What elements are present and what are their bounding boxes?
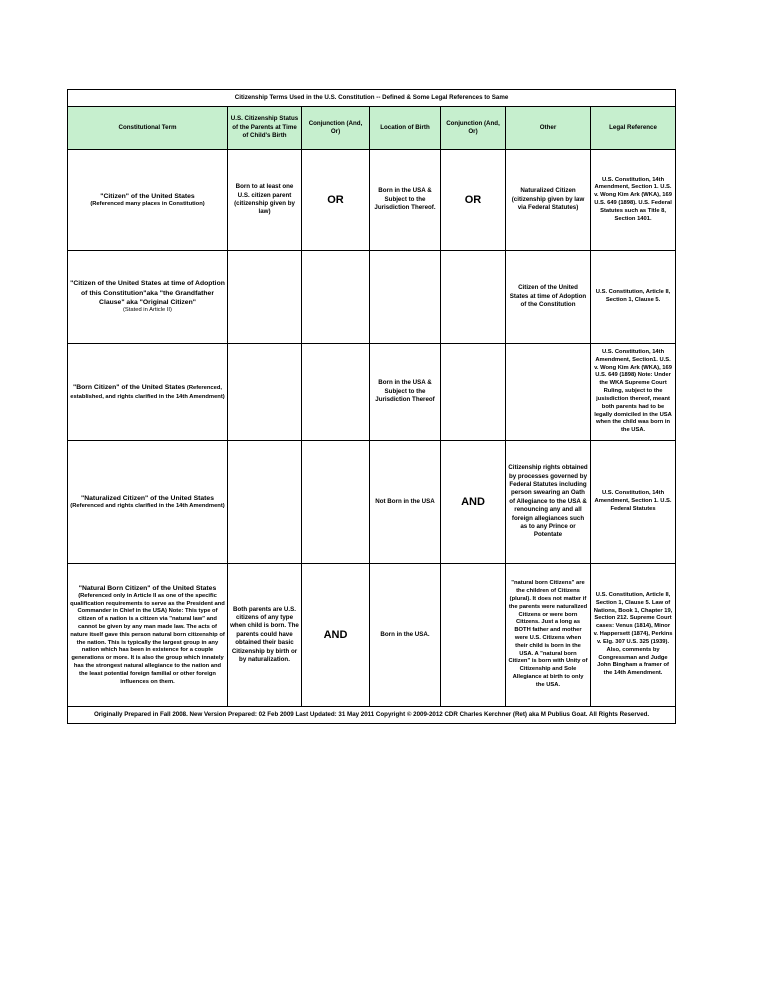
term-main: "Citizen" of the United States: [100, 192, 195, 200]
header-constitutional-term: Constitutional Term: [68, 107, 228, 150]
term-main: "Born Citizen" of the United States: [72, 383, 186, 391]
other-cell: Citizenship rights obtained by processes governed by Federal Statutes including person swearing an Oath of Allegiance to the USA & renouncing any and all foreign allegiances such as to any Prince or Potentate: [506, 441, 591, 564]
term-cell: [68, 564, 228, 707]
term-sub: (Referenced, established, and rights clarified in the 14th Amendment): [70, 384, 225, 400]
parents-cell: [228, 441, 302, 564]
parents-cell: Born to at least one U.S. citizen parent (citizenship given by law): [228, 150, 302, 251]
header-parents-status: U.S. Citizenship Status of the Parents at Time of Child's Birth: [228, 107, 302, 150]
location-cell: Born in the USA & Subject to the Jurisdiction Thereof.: [370, 150, 441, 251]
term-cell: [68, 344, 228, 441]
conjunction-cell: AND: [441, 441, 506, 564]
legal-cell: U.S. Constitution, Article II, Section 1, Clause 5. Law of Nations, Book 1, Chapter 19, Section 212. Supreme Court cases: Venus (1814), Minor v. Happersett (1874), Perkins v. Elg. 307 U.S. 325 (1939). Also, comments by Congressman and Judge John Bingham a framer of the 14th Amendment.: [591, 564, 676, 707]
term-main: "Naturalized Citizen" of the United States: [81, 494, 214, 502]
header-conjunction-1: Conjunction (And, Or): [302, 107, 370, 150]
table-title: Citizenship Terms Used in the U.S. Constitution -- Defined & Some Legal References to Same: [68, 90, 676, 107]
legal-cell: U.S. Constitution, 14th Amendment, Section 1. U.S. v. Wong Kim Ark (WKA), 169 U.S. 649 (1898). U.S. Federal Statutes such as Title 8, Section 1401.: [591, 150, 676, 251]
location-cell: Born in the USA & Subject to the Jurisdiction Thereof: [370, 344, 441, 441]
legal-cell: U.S. Constitution, 14th Amendment, Section1. U.S. v. Wong Kim Ark (WKA), 169 U.S. 649 (1898) Note: Under the WKA Supreme Court Ruling, subject to the jusisdiction thereof, meant both parents had to be legally domiciled in the USA when the child was born in the USA.: [591, 344, 676, 441]
term-sub: (Referenced many places in Constitution): [90, 200, 205, 207]
term-sub: (Referenced and rights clarified in the 14th Amendment): [70, 502, 225, 509]
parents-cell: [228, 344, 302, 441]
location-cell: Born in the USA.: [370, 564, 441, 707]
legal-cell: U.S. Constitution, Article II, Section 1, Clause 5.: [591, 251, 676, 344]
conjunction-cell: [302, 441, 370, 564]
conjunction-cell: [441, 344, 506, 441]
legal-cell: U.S. Constitution, 14th Amendment, Section 1. U.S. Federal Statutes: [591, 441, 676, 564]
parents-cell: Both parents are U.S. citizens of any type when child is born. The parents could have obtained their basic Citizenship by birth or by naturalization.: [228, 564, 302, 707]
other-cell: Citizen of the United States at time of Adoption of the Constitution: [506, 251, 591, 344]
term-sub: (Referenced only in Article II as one of the specific qualification requirements to serve as the President and Commander in Chief in the USA) Note: This type of citizen of a nation is a citizen via "natural law" and cannot be given by any man made law. The acts of nature itself gave this person natural born citizenship of the nation. This is typically the largest group in any nation which has been in existence for a couple generations or more. It is also the group which innately has the strongest natural allegiance to the nation and the least potential foreign familial or other foreign influences on them.: [70, 592, 225, 685]
header-location-of-birth: Location of Birth: [370, 107, 441, 150]
conjunction-cell: OR: [302, 150, 370, 251]
conjunction-cell: [302, 251, 370, 344]
table-row: [68, 150, 676, 251]
header-other: Other: [506, 107, 591, 150]
conjunction-cell: [302, 344, 370, 441]
copyright-footer: Originally Prepared in Fall 2008. New Version Prepared: 02 Feb 2009 Last Updated: 31 May 2011 Copyright © 2009-2012 CDR Charles Kerchner (Ret) aka M Publius Goat. All Rights Reserved.: [68, 707, 676, 724]
conjunction-cell: OR: [441, 150, 506, 251]
parents-cell: [228, 251, 302, 344]
conjunction-cell: AND: [302, 564, 370, 707]
table-row: [68, 441, 676, 564]
other-cell: [506, 344, 591, 441]
header-legal-reference: Legal Reference: [591, 107, 676, 150]
other-cell: "natural born Citizens" are the children of Citizens (plural). It does not matter if the parents were naturalized Citizens or were born Citizens. Just a long as BOTH father and mother were U.S. Citizens when their child is born in the USA. A "natural born Citizen" is born with Unity of Citizenship and Sole Allegiance at birth to only the USA.: [506, 564, 591, 707]
header-conjunction-2: Conjunction (And, Or): [441, 107, 506, 150]
term-cell: [68, 251, 228, 344]
conjunction-cell: [441, 564, 506, 707]
other-cell: Naturalized Citizen (citizenship given by law via Federal Statutes): [506, 150, 591, 251]
table-row: [68, 251, 676, 344]
location-cell: [370, 251, 441, 344]
conjunction-cell: [441, 251, 506, 344]
table-row: [68, 564, 676, 707]
term-cell: [68, 441, 228, 564]
term-cell: [68, 150, 228, 251]
term-main: "Natural Born Citizen" of the United States: [78, 584, 217, 592]
location-cell: Not Born in the USA: [370, 441, 441, 564]
term-sub: (Stated in Article II): [123, 306, 172, 313]
table-row: [68, 344, 676, 441]
citizenship-terms-table: [67, 89, 676, 724]
term-main: "Citizen of the United States at time of Adoption of this Constitution"aka "the Grandfather Clause" aka "Original Citizen": [70, 280, 225, 306]
